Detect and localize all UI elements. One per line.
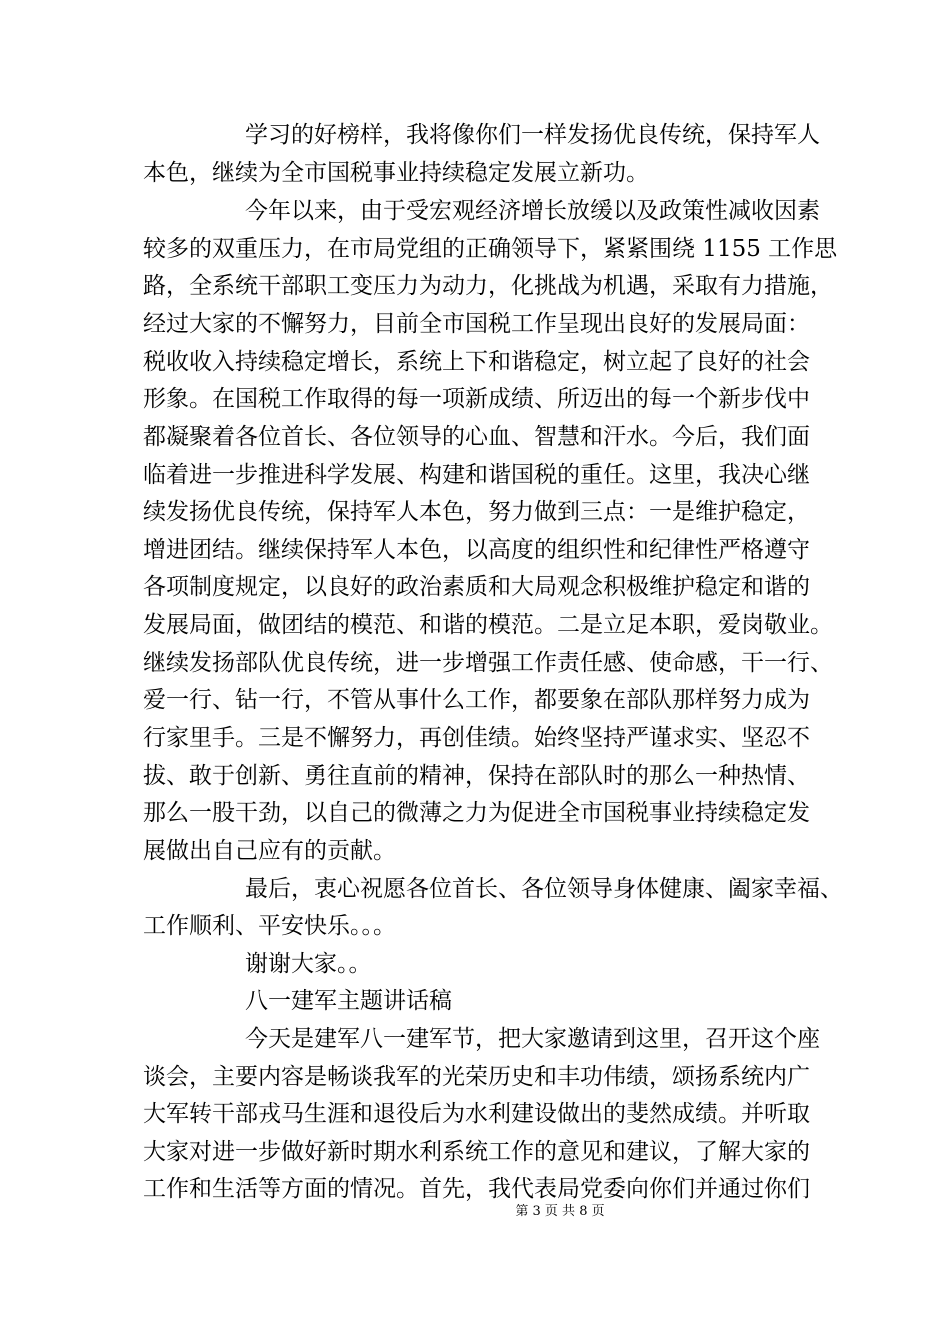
text-line: 续发扬优良传统，保持军人本色，努力做到三点：一是维护稳定， xyxy=(143,499,810,525)
text-line: 继续发扬部队优良传统，进一步增强工作责任感、使命感，干一行、 xyxy=(143,650,833,676)
text-line: 都凝聚着各位首长、各位领导的心血、智慧和汗水。今后，我们面 xyxy=(143,424,810,450)
text-line: 税收收入持续稳定增长，系统上下和谐稳定，树立起了良好的社会 xyxy=(143,349,810,375)
text-line: 经过大家的不懈努力，目前全市国税工作呈现出良好的发展局面： xyxy=(143,311,810,337)
text-line: 谈会，主要内容是畅谈我军的光荣历史和丰功伟绩，颂扬系统内广 xyxy=(143,1064,810,1090)
text-line: 拔、敢于创新、勇往直前的精神，保持在部队时的那么一种热情、 xyxy=(143,763,810,789)
text-line: 学习的好榜样，我将像你们一样发扬优良传统，保持军人 xyxy=(245,122,820,148)
text-line: 较多的双重压力，在市局党组的正确领导下，紧紧围绕 1155 工作思 xyxy=(143,236,838,262)
text-line: 工作和生活等方面的情况。首先，我代表局党委向你们并通过你们 xyxy=(143,1176,810,1202)
section-heading: 八一建军主题讲话稿 xyxy=(245,988,452,1014)
text-line: 那么一股干劲，以自己的微薄之力为促进全市国税事业持续稳定发 xyxy=(143,800,810,826)
text-line: 今年以来，由于受宏观经济增长放缓以及政策性减收因素 xyxy=(245,198,820,224)
text-line: 临着进一步推进科学发展、构建和谐国税的重任。这里，我决心继 xyxy=(143,462,810,488)
text-line: 谢谢大家。。 xyxy=(245,951,372,977)
text-line: 展做出自己应有的贡献。 xyxy=(143,838,396,864)
text-line: 路，全系统干部职工变压力为动力，化挑战为机遇，采取有力措施， xyxy=(143,273,833,299)
text-line: 工作顺利、平安快乐。。。 xyxy=(143,913,396,939)
text-line: 大军转干部戎马生涯和退役后为水利建设做出的斐然成绩。并听取 xyxy=(143,1101,810,1127)
text-line: 发展局面，做团结的模范、和谐的模范。二是立足本职，爱岗敬业。 xyxy=(143,612,833,638)
text-line: 行家里手。三是不懈努力，再创佳绩。始终坚持严谨求实、坚忍不 xyxy=(143,725,810,751)
text-line: 今天是建军八一建军节，把大家邀请到这里，召开这个座 xyxy=(245,1026,820,1052)
text-line: 大家对进一步做好新时期水利系统工作的意见和建议，了解大家的 xyxy=(143,1139,810,1165)
text-line: 本色，继续为全市国税事业持续稳定发展立新功。 xyxy=(143,160,649,186)
text-line: 爱一行、钻一行，不管从事什么工作，都要象在部队那样努力成为 xyxy=(143,687,810,713)
text-line: 增进团结。继续保持军人本色，以高度的组织性和纪律性严格遵守 xyxy=(143,537,810,563)
text-line: 各项制度规定，以良好的政治素质和大局观念积极维护稳定和谐的 xyxy=(143,574,810,600)
text-line: 形象。在国税工作取得的每一项新成绩、所迈出的每一个新步伐中 xyxy=(143,386,810,412)
page-number: 第 3 页 共 8 页 xyxy=(515,1204,605,1219)
text-line: 最后，衷心祝愿各位首长、各位领导身体健康、阖家幸福、 xyxy=(245,876,843,902)
